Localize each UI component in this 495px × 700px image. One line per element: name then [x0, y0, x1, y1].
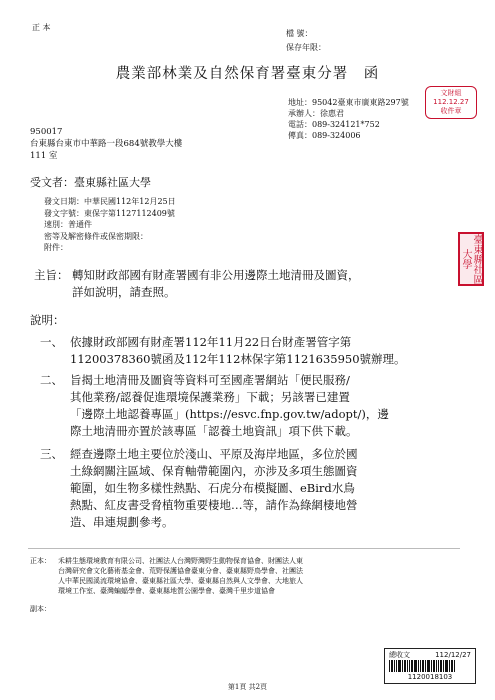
recipient-address-line2: 111 室: [30, 151, 58, 161]
distribution-main-label: 正本：: [30, 557, 51, 565]
divider: [28, 548, 460, 549]
retention-label: 保存年限：: [286, 43, 326, 52]
received-stamp-date: 112.12.27: [433, 98, 469, 106]
subject-line-2: 詳如說明，請查照。: [72, 285, 176, 299]
copy-type-label: 正 本: [32, 23, 51, 32]
receipt-number: 1120018103: [407, 673, 453, 681]
item-3-line-4: 熱點、紅皮書受脅植物重要棲地…等，請作為綠網棲地營: [70, 498, 358, 512]
contact-block: [288, 97, 409, 141]
item-2-line-2: 其他業務/認養促進環境保護業務」下載；另該署已建置: [70, 390, 350, 404]
subject-line-1: 轉知財政部國有財產署國有非公用邊際土地清冊及圖資，: [72, 268, 360, 282]
sender-handler: 承辦人：徐惠君: [288, 109, 344, 118]
subject-text: [72, 267, 462, 301]
item-3-line-2: 土綠網關注區域、保育軸帶範圍內，亦涉及多項生態圖資: [70, 464, 358, 478]
page-number: 第1頁 共2頁: [227, 683, 268, 691]
sender-fax: 傳真：089-324006: [288, 131, 361, 140]
delivery-speed: 速別：普通件: [44, 220, 92, 229]
item-2-line-1: 旨揭土地清冊及圖資等資料可至國產署網站「便民服務/: [70, 373, 350, 387]
file-number-label: 檔 號：: [286, 29, 313, 38]
receiving-seal: 臺東縣社區大學: [460, 234, 482, 284]
issue-date: 發文日期：中華民國112年12月25日: [44, 197, 176, 206]
item-3-line-1: 經查邊際土地主要位於淺山、平原及海岸地區，多位於國: [70, 447, 358, 461]
sender-phone: 電話：089-324121*752: [288, 120, 380, 129]
barcode: [389, 660, 471, 672]
item-3-number: 三、: [40, 447, 63, 461]
item-2-number: 二、: [40, 373, 63, 387]
receipt-box: [384, 648, 476, 684]
item-1-line-1: 依據財政部國有財產署112年11月22日台財產署管字第: [70, 335, 352, 349]
item-3-text: [70, 446, 450, 531]
received-stamp-label: 收件章: [440, 107, 462, 115]
subject-label: 主旨：: [34, 268, 69, 282]
item-2-text: [70, 372, 450, 440]
distribution-main-list: [58, 556, 468, 596]
explanation-label: 說明：: [30, 313, 65, 327]
distribution-line-4: 環境工作室、臺灣蝙蝠學會、臺東縣地質公園學會、臺灣千里步道協會: [58, 587, 275, 595]
page-title: 農業部林業及自然保育署臺東分署 函: [115, 66, 380, 82]
secrecy-level: 密等及解密條件或保密期限：: [44, 231, 148, 241]
recipient: 受文者：臺東縣社區大學: [30, 176, 151, 189]
attachment-label: 附件：: [44, 243, 68, 252]
item-1-number: 一、: [40, 335, 63, 349]
received-stamp-dept: 文財組: [440, 89, 462, 97]
recipient-address-line1: 台東縣台東市中華路一段684號教學大樓: [30, 139, 183, 149]
sender-address: 地址：95042臺東市廣東路297號: [288, 98, 409, 107]
item-2-line-4: 際土地清冊亦置於該專區「認養土地資訊」項下供下載。: [70, 424, 358, 438]
distribution-copy-label: 副本：: [30, 605, 51, 613]
recipient-zip: 950017: [30, 127, 63, 137]
document-meta: [44, 196, 176, 254]
receipt-date: 112/12/27: [435, 651, 471, 659]
receipt-label: 總收文: [389, 651, 410, 659]
issue-number: 發文字號：東保字第1127112409號: [44, 208, 175, 218]
item-1-text: [70, 334, 450, 368]
item-2-line-3: 「邊際土地認養專區」(https://esvc.fnp.gov.tw/adopt/)，邊: [70, 407, 389, 421]
item-1-line-2: 11200378360號函及112年112林保字第1121635950號辦理。: [70, 352, 406, 366]
recipient-address: [30, 126, 182, 162]
distribution-line-2: 台灣研究會文化藝術基金會、荒野保護協會臺東分會、臺東縣野鳥學會、社團法: [58, 567, 303, 575]
distribution-line-3: 人中華民國溪流環境協會、臺東縣社區大學、臺東縣自然與人文學會、大地旅人: [58, 577, 303, 585]
received-stamp: [425, 86, 477, 119]
distribution-line-1: 禾耕生態環境教育有限公司、社團法人台灣野灣野生動物保育協會、財團法人東: [58, 557, 303, 565]
item-3-line-3: 範圍，如生物多樣性熱點、石虎分布模擬圖、eBird水鳥: [70, 481, 355, 495]
item-3-line-5: 造、串連規劃參考。: [70, 515, 174, 529]
